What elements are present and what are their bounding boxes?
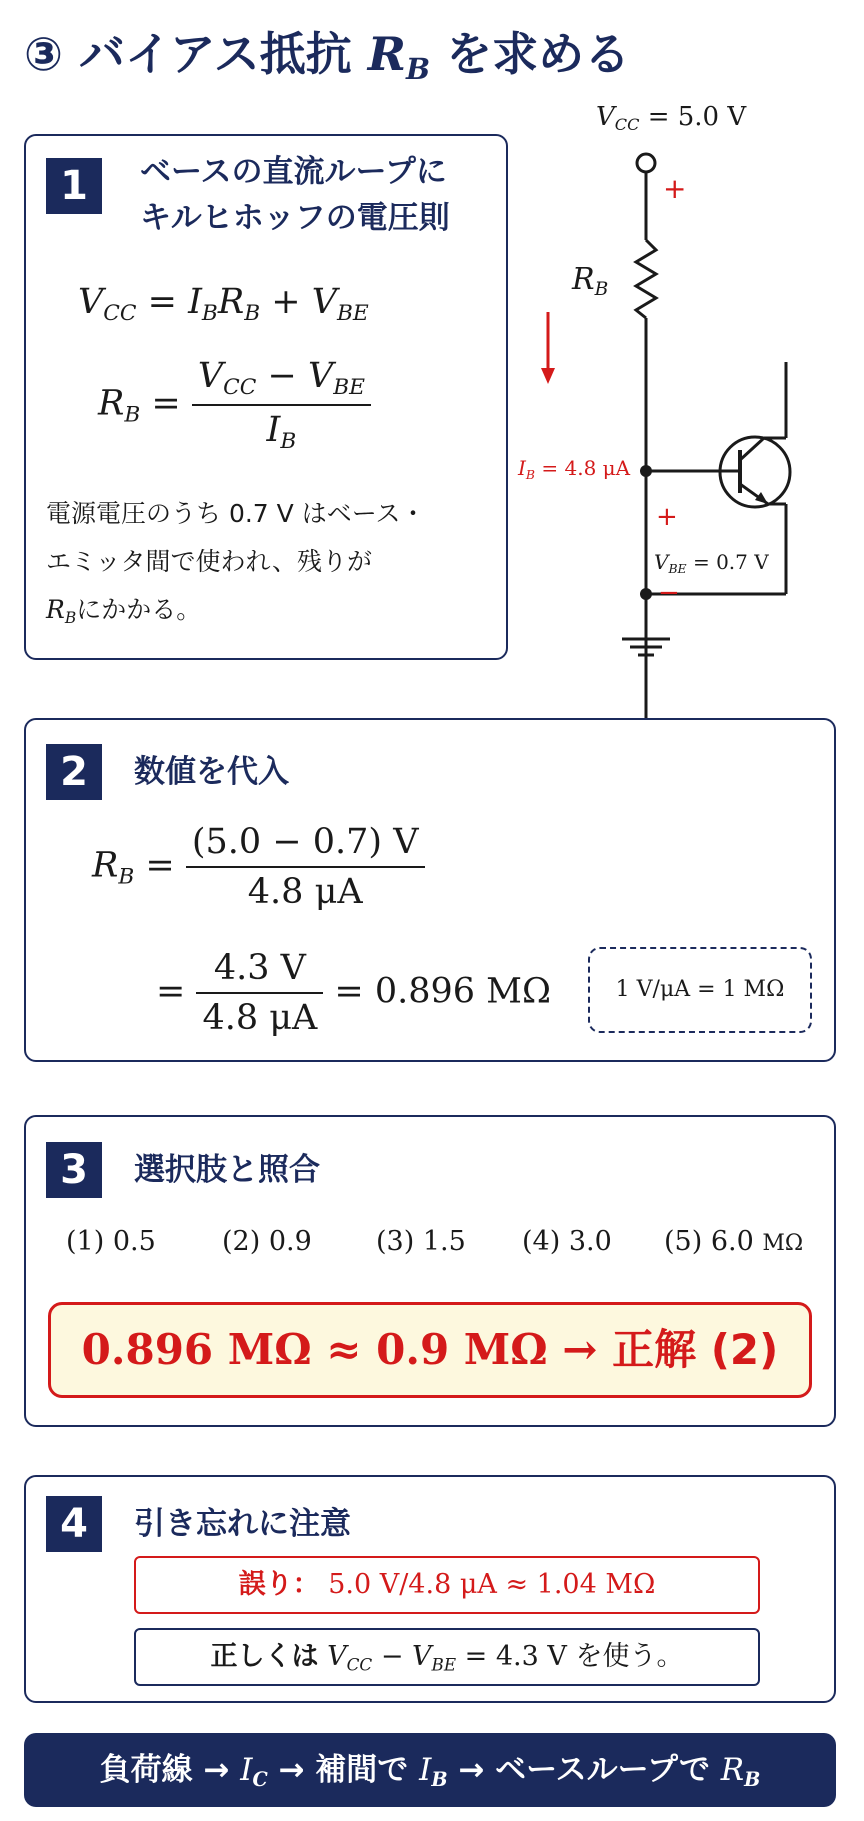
rb-result: = $\frac{4.3 V}{4.8 \mu A}$ = 0.896 MΩ xyxy=(156,948,552,1038)
rb-formula: $R_B$ = $\frac{V_{CC} - V_{BE}}{I_B}$ xyxy=(98,356,371,454)
step1-heading-line1: ベースの直流ループに xyxy=(140,154,447,190)
step4-badge: 4 xyxy=(46,1496,102,1552)
unit-conversion-note: 1 V/μA = 1 MΩ xyxy=(588,947,812,1033)
option-5: (5) 6.0 MΩ xyxy=(664,1226,804,1257)
option-4: (4) 3.0 xyxy=(522,1226,612,1257)
vbe-label: $V_{BE} = 0.7$ V xyxy=(654,550,769,576)
step3-heading: 選択肢と照合 xyxy=(134,1152,320,1188)
plus-sign-mid: + xyxy=(656,502,678,532)
option-3: (3) 1.5 xyxy=(376,1226,466,1257)
vcc-label: $V_{CC} = 5.0$ V xyxy=(596,102,747,135)
step1-explanation: 電源電圧のうち 0.7 V はベース・ エミッタ間で使われ、残りが $R_B$にかかる。 xyxy=(46,499,426,627)
step2-heading: 数値を代入 xyxy=(134,754,289,790)
answer-box: 0.896 MΩ ≈ 0.9 MΩ → 正解 (2) xyxy=(48,1302,812,1398)
kvl-equation: $V_{CC} = I_BR_B + V_{BE}$ xyxy=(78,282,369,326)
step3-badge: 3 xyxy=(46,1142,102,1198)
rb-substitution: $R_B$ = $\frac{(5.0 - 0.7) V}{4.8 \mu A}$ xyxy=(92,822,425,912)
step1-badge: 1 xyxy=(46,158,102,214)
step4-heading: 引き忘れに注意 xyxy=(134,1506,351,1542)
page-title: ③ バイアス抵抗 $R_B$ を求める xyxy=(24,27,631,87)
step1-heading-line2: キルヒホッフの電圧則 xyxy=(140,200,450,236)
plus-sign-top: + xyxy=(663,172,687,205)
option-2: (2) 0.9 xyxy=(222,1226,312,1257)
summary-banner: 負荷線 → $I_C$ → 補間で $I_B$ → ベースループで $R_B$ xyxy=(24,1733,836,1807)
step2-badge: 2 xyxy=(46,744,102,800)
minus-sign-mid: − xyxy=(658,578,680,608)
option-1: (1) 0.5 xyxy=(66,1226,156,1257)
ib-label: $I_B = 4.8$ μA xyxy=(518,456,631,482)
rb-label: $R_B$ xyxy=(572,262,609,300)
correct-example: 正しくは $V_{CC} - V_{BE} = 4.3$ V を使う。 xyxy=(134,1628,760,1686)
error-example: 誤り： 5.0 V/4.8 μA ≈ 1.04 MΩ xyxy=(134,1556,760,1614)
bias-circuit-diagram xyxy=(560,100,820,660)
